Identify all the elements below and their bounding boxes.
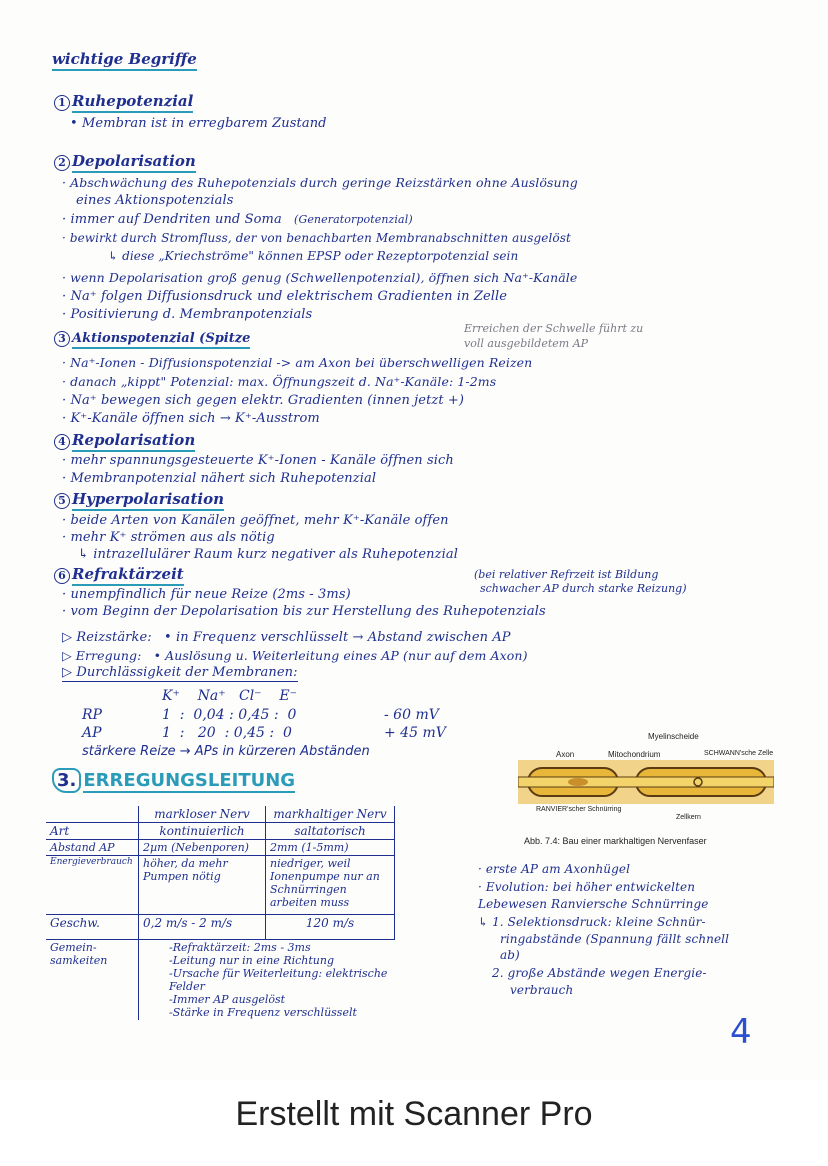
label-myelinscheide: Myelinscheide xyxy=(648,732,699,741)
gem-item: -Refraktärzeit: 2ms - 3ms xyxy=(169,941,311,954)
rp-mv: - 60 mV xyxy=(384,707,439,723)
s6-note-1: (bei relativer Refrzeit ist Bildung xyxy=(474,568,659,581)
summary-line-2 xyxy=(62,648,528,663)
table-col-markloser: markloser Nerv xyxy=(139,806,266,823)
nerve-fiber-figure xyxy=(518,732,774,852)
summary-line-1-text: • in Frequenz verschlüsselt → Abstand zwischen AP xyxy=(163,630,511,645)
table-row xyxy=(46,856,395,915)
right-note-2: · Evolution: bei höher entwickelten xyxy=(478,880,696,894)
section-1-title: Ruhepotenzial xyxy=(72,92,193,113)
label-mitochondrium: Mitochondrium xyxy=(608,750,661,759)
gem-item: -Immer AP ausgelöst xyxy=(169,993,286,1006)
section-erregungsleitung-title: ERREGUNGSLEITUNG xyxy=(83,770,296,791)
cell-abstand-markloser: 2µm (Nebenporen) xyxy=(139,840,266,856)
summary-line-3: ▷ Durchlässigkeit der Membranen: xyxy=(62,665,298,680)
table-row xyxy=(46,915,395,940)
s2-bullet-6: · Positivierung d. Membranpotenzials xyxy=(62,307,313,322)
section-5-heading xyxy=(54,490,224,509)
cell-geschw-markhaltiger: 120 m/s xyxy=(266,915,395,940)
section-2-title: Depolarisation xyxy=(72,152,196,173)
s2-bullet-2-note: (Generatorpotenzial) xyxy=(294,213,413,226)
gem-item: -Ursache für Weiterleitung: elektrische Felder xyxy=(169,967,388,993)
table-row xyxy=(46,840,395,856)
cell-energie-markhaltiger: niedriger, weil Ionenpumpe nur an Schnürringen arbeiten muss xyxy=(266,856,395,915)
section-5-title: Hyperpolarisation xyxy=(72,490,224,511)
s6-note-2: schwacher AP durch starke Reizung) xyxy=(480,582,687,595)
figure-caption: Abb. 7.4: Bau einer markhaltigen Nervenfaser xyxy=(524,836,707,846)
s2-bullet-5: · Na⁺ folgen Diffusionsdruck und elektrischem Gradienten in Zelle xyxy=(62,289,508,304)
s4-bullet-1: · mehr spannungsgesteuerte K⁺-Ionen - Kanäle öffnen sich xyxy=(62,453,454,468)
row-label-gemeinsamkeiten: Gemein-samkeiten xyxy=(46,940,139,1021)
cell-geschw-markloser: 0,2 m/s - 2 m/s xyxy=(139,915,266,940)
table-row xyxy=(46,940,395,1021)
s2-bullet-3b: ↳ diese „Kriechströme" können EPSP oder Rezeptorpotenzial sein xyxy=(108,249,519,263)
s1-bullet-1: • Membran ist in erregbarem Zustand xyxy=(70,116,327,131)
s3-bullet-1: · Na⁺-Ionen - Diffusionspotenzial -> am Axon bei überschwelligen Reizen xyxy=(62,355,533,370)
label-schwann: SCHWANN'sche Zelle xyxy=(704,750,774,757)
section-6-heading xyxy=(54,565,184,584)
s3-bullet-2: · danach „kippt" Potenzial: max. Öffnungszeit d. Na⁺-Kanäle: 1-2ms xyxy=(62,374,497,389)
ap-mv: + 45 mV xyxy=(384,725,446,741)
right-note-4: ↳ 1. Selektionsdruck: kleine Schnür- xyxy=(478,915,706,929)
page-title: wichtige Begriffe xyxy=(52,50,197,71)
s4-bullet-2: · Membranpotenzial nähert sich Ruhepotenzial xyxy=(62,471,377,486)
row-label-abstand: Abstand AP xyxy=(46,840,139,856)
section-3-number: 3 xyxy=(54,331,70,347)
section-4-number: 4 xyxy=(54,434,70,450)
summary-line-2-label: ▷ Erregung: xyxy=(62,648,142,663)
s2-bullet-2-text: · immer auf Dendriten und Soma xyxy=(62,212,282,227)
nerve-fiber-illustration xyxy=(518,760,774,804)
s3-bullet-3: · Na⁺ bewegen sich gegen elektr. Gradienten (innen jetzt +) xyxy=(62,393,465,408)
footer-scanner-pro: Erstellt mit Scanner Pro xyxy=(235,1095,593,1133)
s5-bullet-1: · beide Arten von Kanälen geöffnet, mehr K⁺-Kanäle offen xyxy=(62,513,449,528)
s2-bullet-1: · Abschwächung des Ruhepotenzials durch geringe Reizstärken ohne Auslösung xyxy=(62,175,578,190)
cell-energie-markloser: höher, da mehr Pumpen nötig xyxy=(139,856,266,915)
s6-bullet-2: · vom Beginn der Depolarisation bis zur Herstellung des Ruhepotenzials xyxy=(62,604,546,619)
right-note-1: · erste AP am Axonhügel xyxy=(478,862,631,876)
row-label-geschw: Geschw. xyxy=(46,915,139,940)
section-erregungsleitung-number: 3. xyxy=(52,768,81,793)
row-label-art: Art xyxy=(46,823,139,840)
table-row xyxy=(46,823,395,840)
s3-note-2: voll ausgebildetem AP xyxy=(464,337,589,350)
table-col-markhaltiger: markhaltiger Nerv xyxy=(266,806,395,823)
right-note-3: Lebewesen Ranviersche Schnürringe xyxy=(478,897,709,911)
ap-values: 1 : 20 : 0,45 : 0 xyxy=(162,725,292,741)
section-4-heading xyxy=(54,431,195,450)
summary-line-2-text: • Auslösung u. Weiterleitung eines AP (nur auf dem Axon) xyxy=(153,648,528,663)
right-note-8: verbrauch xyxy=(510,983,574,997)
section-erregungsleitung-heading xyxy=(52,768,295,793)
ap-label: AP xyxy=(82,725,102,741)
s3-note-1: Erreichen der Schwelle führt zu xyxy=(464,322,644,335)
s2-bullet-4: · wenn Depolarisation groß genug (Schwellenpotenzial), öffnen sich Na⁺-Kanäle xyxy=(62,270,578,285)
cell-art-markhaltiger: saltatorisch xyxy=(266,823,395,840)
section-5-number: 5 xyxy=(54,493,70,509)
label-ranvier: RANVIER'scher Schnürring xyxy=(536,806,622,813)
rp-values: 1 : 0,04 : 0,45 : 0 xyxy=(162,707,297,723)
s2-bullet-3: · bewirkt durch Stromfluss, der von benachbarten Membranabschnitten ausgelöst xyxy=(62,231,571,245)
cell-gemeinsamkeiten xyxy=(139,940,395,1021)
label-zellkern: Zellkern xyxy=(676,814,701,821)
page-number: 4 xyxy=(730,1012,752,1052)
s6-bullet-1: · unempfindlich für neue Reize (2ms - 3ms) xyxy=(62,587,351,602)
section-6-number: 6 xyxy=(54,568,70,584)
gem-item: -Stärke in Frequenz verschlüsselt xyxy=(169,1006,357,1019)
s3-bullet-4: · K⁺-Kanäle öffnen sich → K⁺-Ausstrom xyxy=(62,411,320,426)
section-1-heading xyxy=(54,92,193,111)
section-2-heading xyxy=(54,152,196,171)
section-6-title: Refraktärzeit xyxy=(72,565,184,586)
table-header-row xyxy=(46,806,395,823)
right-note-7: 2. große Abstände wegen Energie- xyxy=(492,966,707,980)
permeability-header: K⁺ Na⁺ Cl⁻ E⁻ xyxy=(162,688,297,704)
mitochondrium-shape xyxy=(568,778,588,786)
right-note-5: ringabstände (Spannung fällt schnell xyxy=(500,932,730,946)
right-note-6: ab) xyxy=(500,948,520,962)
cell-abstand-markhaltiger: 2mm (1-5mm) xyxy=(266,840,395,856)
section-1-number: 1 xyxy=(54,95,70,111)
axon-core xyxy=(518,777,774,787)
s5-bullet-2: · mehr K⁺ strömen aus als nötig xyxy=(62,530,275,545)
s5-bullet-3: ↳ intrazellulärer Raum kurz negativer als Ruhepotenzial xyxy=(78,547,458,562)
summary-line-1 xyxy=(62,630,511,645)
section-3-heading xyxy=(54,331,250,347)
cell-art-markloser: kontinuierlich xyxy=(139,823,266,840)
row-label-energie: Energieverbrauch xyxy=(46,856,139,915)
nerve-comparison-table xyxy=(46,806,395,1020)
section-3-title: Aktionspotenzial (Spitze xyxy=(72,331,250,349)
section-4-title: Repolarisation xyxy=(72,431,195,452)
section-2-number: 2 xyxy=(54,155,70,171)
permeability-note: stärkere Reize → APs in kürzeren Abständen xyxy=(82,744,370,759)
s2-bullet-2 xyxy=(62,212,413,227)
gem-item: -Leitung nur in eine Richtung xyxy=(169,954,334,967)
table-corner xyxy=(46,806,139,823)
s2-bullet-1b: eines Aktionspotenzials xyxy=(76,193,234,208)
rp-label: RP xyxy=(82,707,102,723)
summary-line-1-label: ▷ Reizstärke: xyxy=(62,630,152,645)
label-axon: Axon xyxy=(556,750,575,759)
